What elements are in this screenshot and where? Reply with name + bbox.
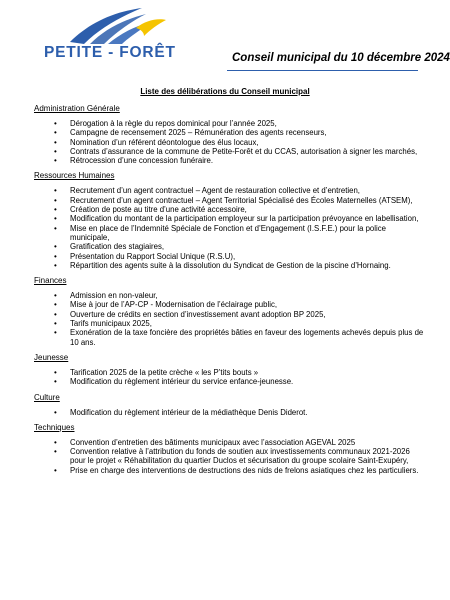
section-jeunesse [34,353,424,387]
list-item: • Modification du montant de la participation employeur sur la participation prévoyance en labellisation, [34,214,424,223]
list-item: • Tarification 2025 de la petite crèche « les P’tits bouts » [34,368,424,377]
section-title: Jeunesse [34,352,69,362]
list-item: • Ouverture de crédits en section d’investissement avant adoption BP 2025, [34,310,424,319]
list-item: • Rétrocession d’une concession funéraire. [34,156,424,165]
list-item: • Présentation du Rapport Social Unique (R.S.U), [34,252,424,261]
section-ressources-humaines [34,171,424,270]
section-title: Techniques [34,422,75,432]
section-title: Culture [34,392,60,402]
list-item: • Tarifs municipaux 2025, [34,319,424,328]
list-item: • Recrutement d’un agent contractuel – Agent de restauration collective et d’entretien, [34,186,424,195]
section-title: Administration Générale [34,104,120,113]
list-item: • Répartition des agents suite à la dissolution du Syndicat de Gestion de la piscine d’Hornaing. [34,261,424,270]
logo-swoosh-icon [64,6,168,46]
deliberations-list [34,104,424,481]
meeting-title: Conseil municipal du 10 décembre 2024 [232,52,450,64]
list-item: • Campagne de recensement 2025 – Rémunération des agents recenseurs, [34,128,424,137]
list-item: • Modification du règlement intérieur de la médiathèque Denis Diderot. [34,408,424,417]
list-item: • Convention d’entretien des bâtiments municipaux avec l’association AGEVAL 2025 [34,438,424,447]
section-title: Ressources Humaines [34,171,115,181]
list-item: • Mise en place de l’Indemnité Spéciale de Fonction et d’Engagement (I.S.F.E.) pour la police municipale, [34,224,424,243]
list-item: • Prise en charge des interventions de destructions des nids de frelons asiatiques chez les particuliers. [34,466,424,475]
list-item: • Convention relative à l’attribution du fonds de soutien aux investissements communaux 2021-2026 pour le projet « Réhabilitation du quartier Duclos et sécurisation du groupe scolaire Saint-Exupéry, [34,447,424,466]
commune-logo [44,6,176,68]
list-item: • Gratification des stagiaires, [34,242,424,251]
section-title: Finances [34,276,67,286]
section-techniques [34,423,424,475]
section-administration [34,104,424,165]
document-title: Liste des délibérations du Conseil municipal [140,87,310,96]
list-item: • Recrutement d’un agent contractuel – Agent Territorial Spécialisé des Écoles Maternelles (ATSEM), [34,196,424,205]
list-item: • Modification du règlement intérieur du service enfance-jeunesse. [34,377,424,386]
section-culture [34,393,424,417]
list-item: • Exonération de la taxe foncière des propriétés bâties en faveur des logements achevés depuis plus de 10 ans. [34,328,424,347]
header-divider [227,70,418,71]
list-item: • Dérogation à la règle du repos dominical pour l’année 2025, [34,119,424,128]
list-item: • Admission en non-valeur, [34,291,424,300]
page-header [0,0,450,80]
logo-text: PETITE - FORÊT [44,44,176,61]
section-finances [34,276,424,347]
list-item: • Création de poste au titre d’une activité accessoire, [34,205,424,214]
list-item: • Mise à jour de l’AP-CP - Modernisation de l’éclairage public, [34,300,424,309]
list-item: • Contrats d’assurance de la commune de Petite-Forêt et du CCAS, autorisation à signer les marchés, [34,147,424,156]
list-item: • Nomination d’un référent déontologue des élus locaux, [34,138,424,147]
